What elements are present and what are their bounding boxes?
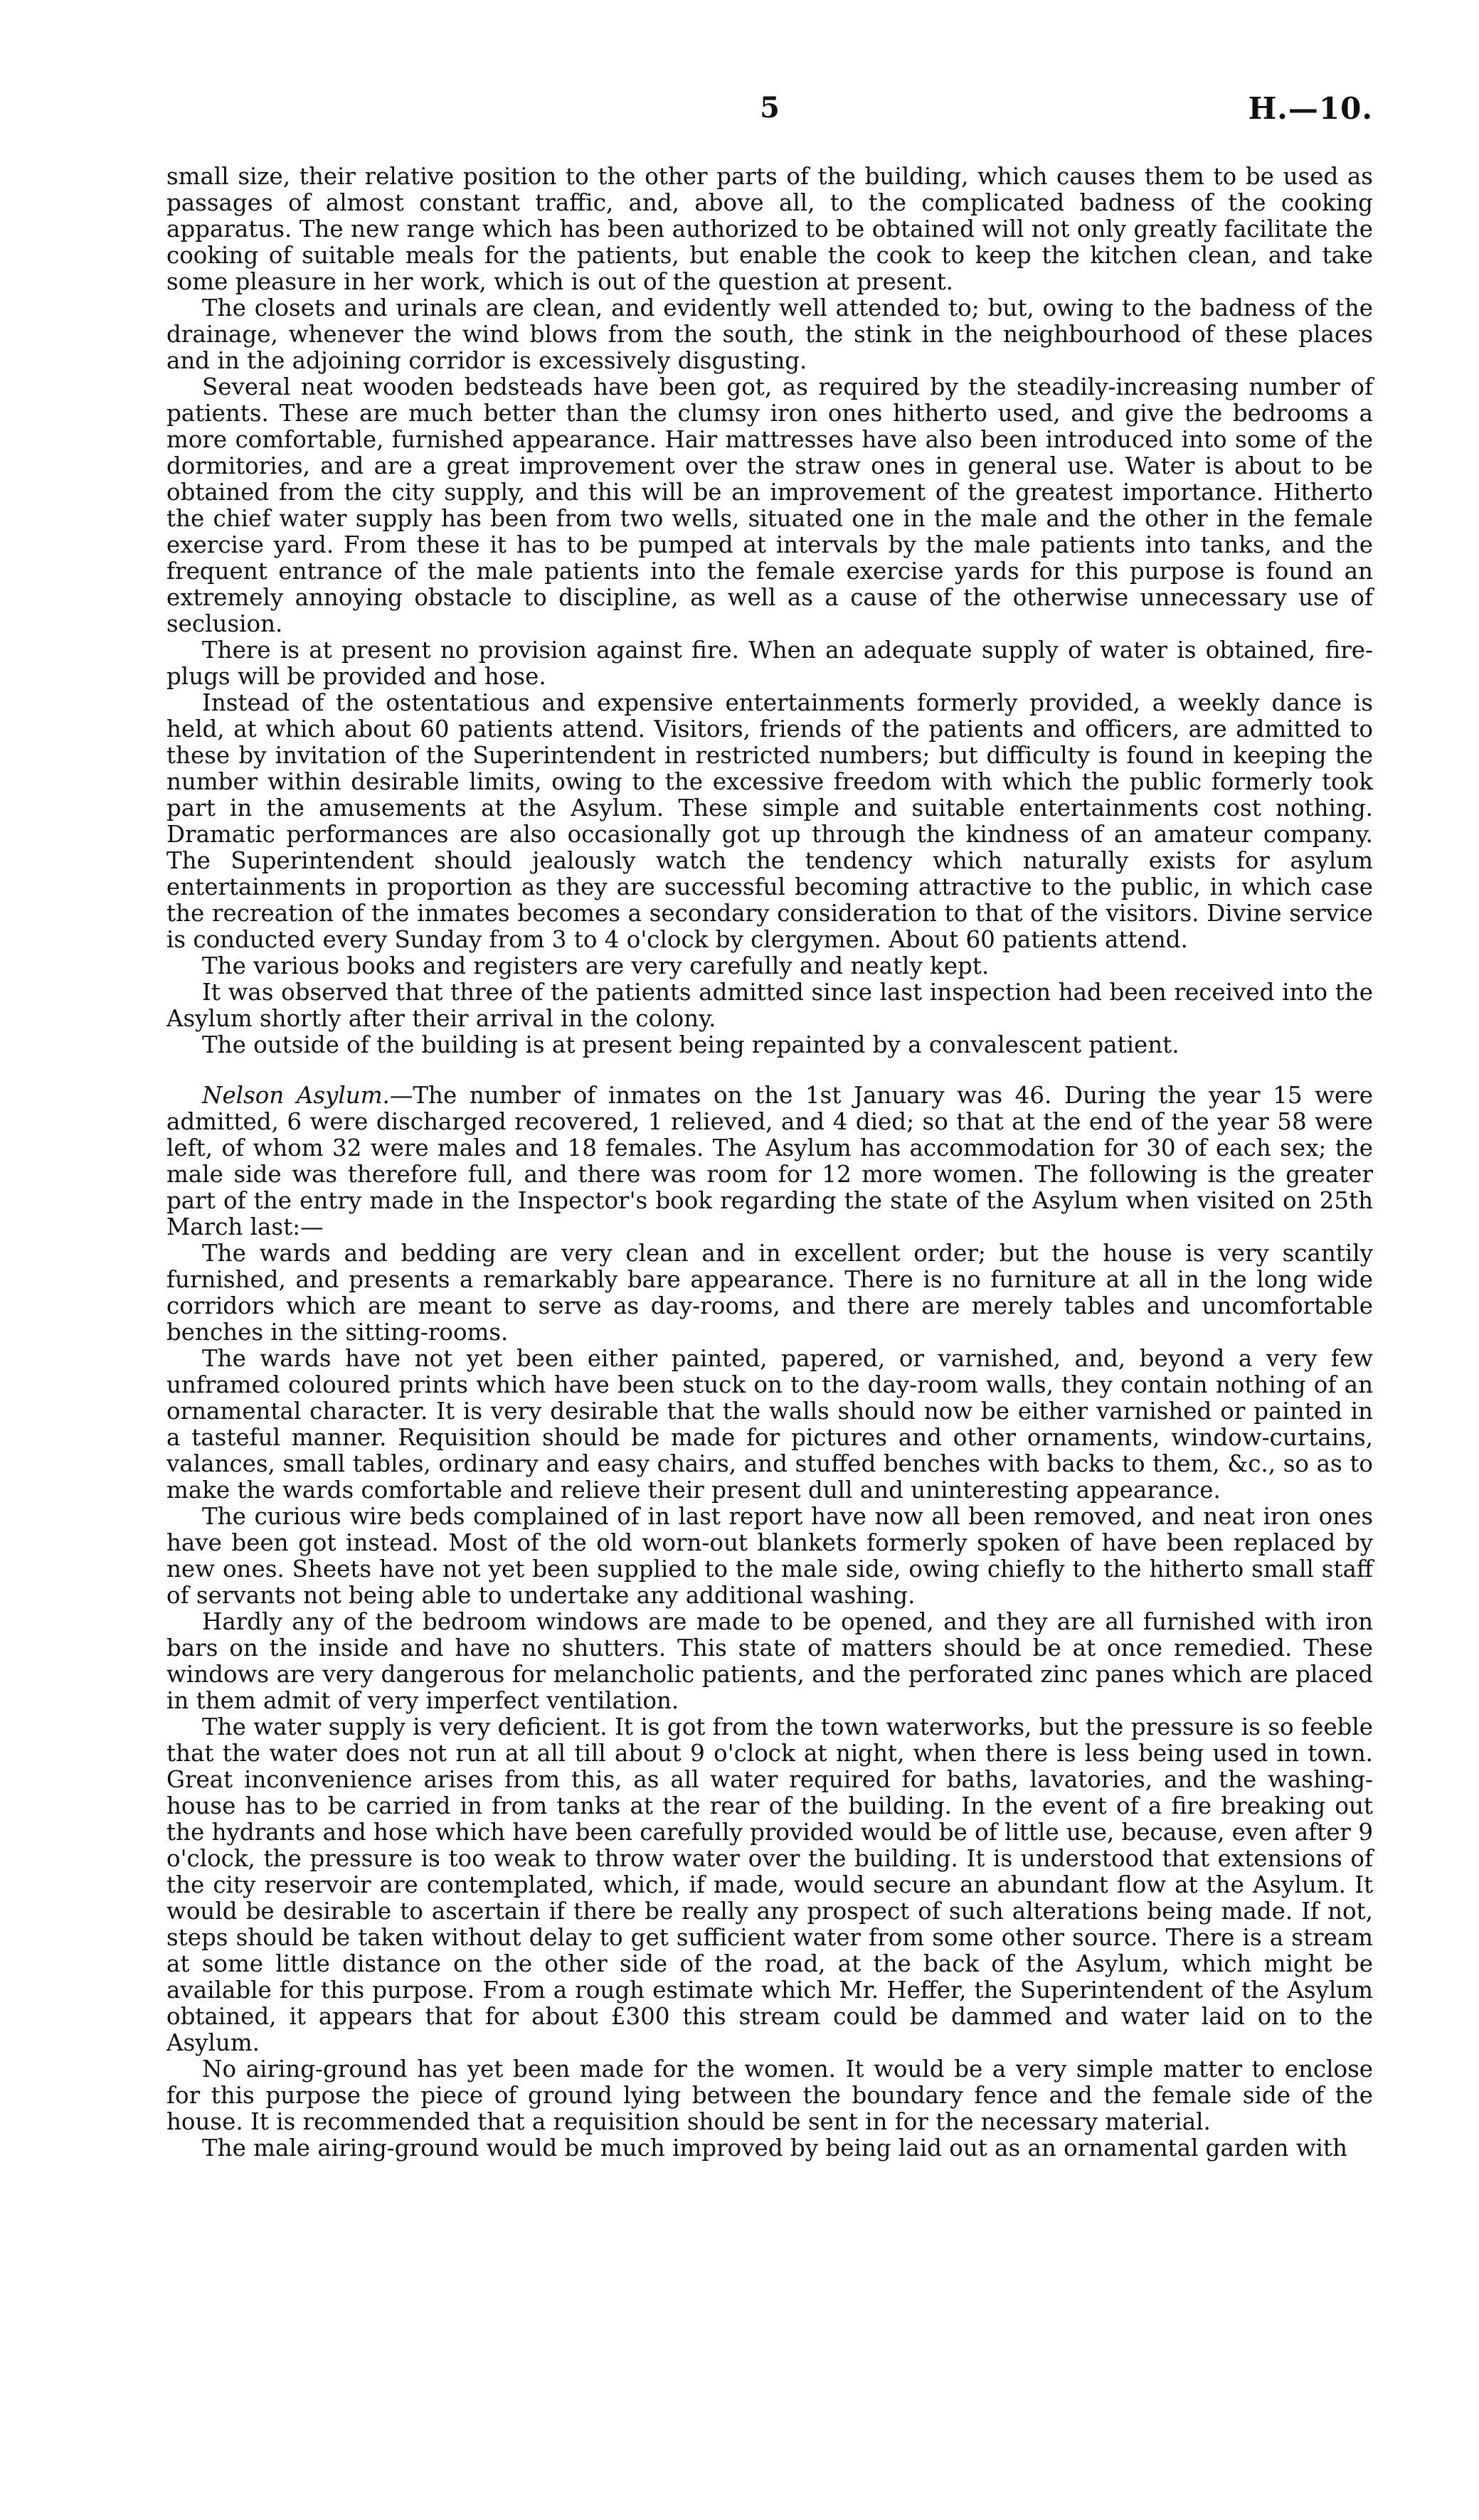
paragraph: The curious wire beds complained of in last report have now all been removed, and neat iron ones have been got instead. Most of the old worn-out blankets formerly spoken of have been replaced by new ones. Sheets have not yet been supplied to the male side, owing chiefly to the hitherto small staff of servants not being able to undertake any additional washing.: [166, 1503, 1373, 1609]
paragraph: No airing-ground has yet been made for the women. It would be a very simple matter to enclose for this purpose the piece of ground lying between the boundary fence and the female side of the house. It is recommended that a requisition should be sent in for the necessary material.: [166, 2056, 1373, 2135]
paragraph: The closets and urinals are clean, and evidently well attended to; but, owing to the badness of the drainage, whenever the wind blows from the south, the stink in the neighbourhood of these places and in the adjoining corridor is excessively disgusting.: [166, 294, 1373, 374]
paragraph: Instead of the ostentatious and expensive entertainments formerly provided, a weekly dance is held, at which about 60 patients attend. Visitors, friends of the patients and officers, are admitted to these by invitation of the Superintendent in restricted numbers; but difficulty is found in keeping the number within desirable limits, owing to the excessive freedom with which the public formerly took part in the amusements at the Asylum. These simple and suitable entertainments cost nothing. Dramatic performances are also occasionally got up through the kindness of an amateur company. The Superintendent should jealously watch the tendency which naturally exists for asylum entertainments in proportion as they are successful becoming attractive to the public, in which case the recreation of the inmates becomes a secondary consideration to that of the visitors. Divine service is conducted every Sunday from 3 to 4 o'clock by clergymen. About 60 patients attend.: [166, 689, 1373, 953]
paragraph: There is at present no provision against fire. When an adequate supply of water is obtained, fire-plugs will be provided and hose.: [166, 637, 1373, 690]
paragraph: The wards have not yet been either painted, papered, or varnished, and, beyond a very few unframed coloured prints which have been stuck on to the day-room walls, they contain nothing of an ornamental character. It is very desirable that the walls should now be either varnished or painted in a tasteful manner. Requisition should be made for pictures and other ornaments, window-curtains, valances, small tables, ordinary and easy chairs, and stuffed benches with backs to them, &c., so as to make the wards comfortable and relieve their present dull and uninteresting appearance.: [166, 1345, 1373, 1504]
section-heading: Nelson Asylum.: [202, 1082, 390, 1109]
paragraph: small size, their relative position to the other parts of the building, which causes them to be used as passages of almost constant traffic, and, above all, to the complicated badness of the cooking apparatus. The new range which has been authorized to be obtained will not only greatly facilitate the cooking of suitable meals for the patients, but enable the cook to keep the kitchen clean, and take some pleasure in her work, which is out of the question at present.: [166, 163, 1373, 295]
paragraph: The various books and registers are very carefully and neatly kept.: [202, 952, 990, 979]
body-text: [166, 164, 1373, 2162]
paragraph: Hardly any of the bedroom windows are made to be opened, and they are all furnished with iron bars on the inside and have no shutters. This state of matters should be at once remedied. These windows are very dangerous for melancholic patients, and the perforated zinc panes which are placed in them admit of very imperfect ventilation.: [166, 1608, 1373, 1714]
paragraph: The male airing-ground would be much improved by being laid out as an ornamental garden with: [202, 2134, 1347, 2162]
section-intro-text: —The number of inmates on the 1st January was 46. During the year 15 were admitted, 6 were discharged recovered, 1 relieved, and 4 died; so that at the end of the year 58 were left, of whom 32 were males and 18 females. The Asylum has accommodation for 30 of each sex; the male side was therefore full, and there was room for 12 more women. The following is the greater part of the entry made in the Inspector's book regarding the state of the Asylum when visited on 25th March last:—: [166, 1082, 1374, 1240]
paragraph: It was observed that three of the patients admitted since last inspection had been received into the Asylum shortly after their arrival in the colony.: [166, 979, 1373, 1032]
paragraph: Several neat wooden bedsteads have been got, as required by the steadily-increasing number of patients. These are much better than the clumsy iron ones hitherto used, and give the bedrooms a more comfortable, furnished appearance. Hair mattresses have also been introduced into some of the dormitories, and are a great improvement over the straw ones in general use. Water is about to be obtained from the city supply, and this will be an improvement of the greatest importance. Hitherto the chief water supply has been from two wells, situated one in the male and the other in the female exercise yard. From these it has to be pumped at intervals by the male patients into tanks, and the frequent entrance of the male patients into the female exercise yards for this purpose is found an extremely annoying obstacle to discipline, as well as a cause of the otherwise unnecessary use of seclusion.: [166, 373, 1373, 637]
page-number: 5: [760, 91, 780, 124]
paragraph: The water supply is very deficient. It is got from the town waterworks, but the pressure is so feeble that the water does not run at all till about 9 o'clock at night, when there is less being used in town. Great inconvenience arises from this, as all water required for baths, lavatories, and the washing-house has to be carried in from tanks at the rear of the building. In the event of a fire breaking out the hydrants and hose which have been carefully provided would be of little use, because, even after 9 o'clock, the pressure is too weak to throw water over the building. It is understood that extensions of the city reservoir are contemplated, which, if made, would secure an abundant flow at the Asylum. It would be desirable to ascertain if there be really any prospect of such alterations being made. If not, steps should be taken without delay to get sufficient water from some other source. There is a stream at some little distance on the other side of the road, at the back of the Asylum, which might be available for this purpose. From a rough estimate which Mr. Heffer, the Superintendent of the Asylum obtained, it appears that for about £300 this stream could be dammed and water laid on to the Asylum.: [166, 1713, 1373, 2056]
paragraph: The wards and bedding are very clean and in excellent order; but the house is very scantily furnished, and presents a remarkably bare appearance. There is no furniture at all in the long wide corridors which are meant to serve as day-rooms, and there are merely tables and uncomfortable benches in the sitting-rooms.: [166, 1240, 1373, 1346]
nelson-asylum-intro: [166, 1083, 1373, 1240]
document-reference: H.—10.: [1248, 91, 1373, 126]
page-header: [166, 91, 1373, 134]
paragraph: The outside of the building is at present being repainted by a convalescent patient.: [202, 1031, 1180, 1058]
